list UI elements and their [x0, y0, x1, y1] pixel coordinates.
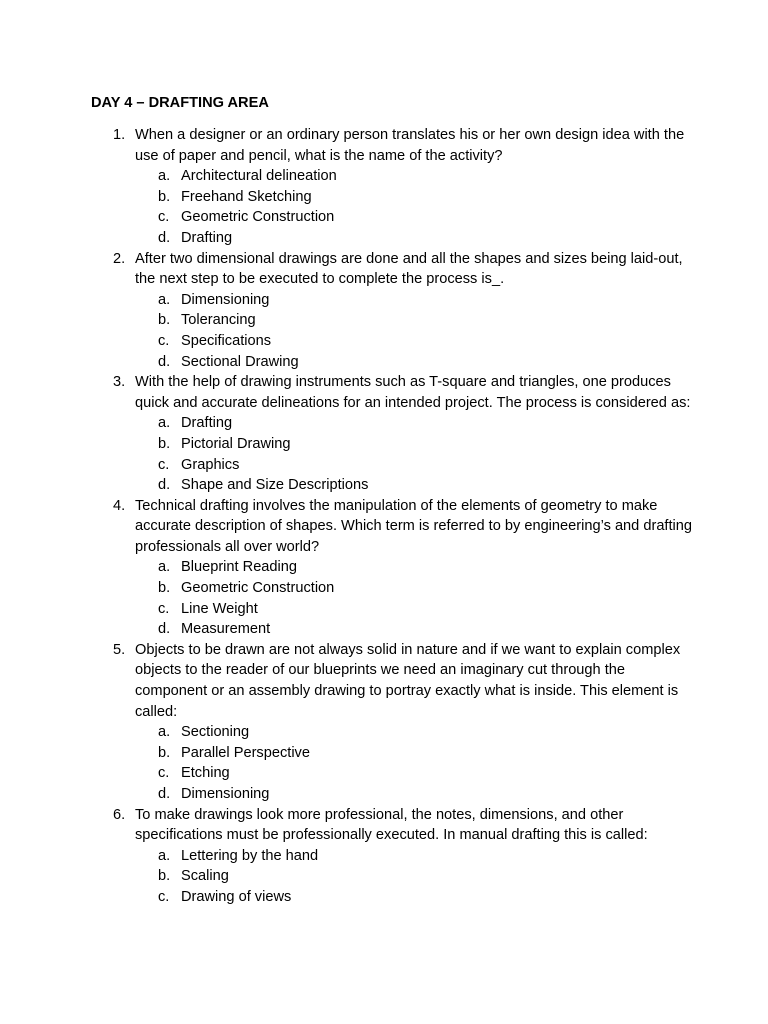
option-item [135, 722, 695, 743]
option-text: Specifications [181, 332, 272, 349]
question-item [0, 496, 695, 640]
option-item [135, 455, 695, 476]
question-item [0, 805, 695, 908]
option-item [135, 413, 695, 434]
option-letter: c. [158, 888, 170, 905]
question-item [0, 372, 695, 496]
option-item [135, 207, 695, 228]
question-text: With the help of drawing instruments such as T-square and triangles, one produces quick and accurate delineations for an intended project. The process is considered as: [135, 374, 691, 411]
option-item [135, 475, 695, 496]
option-list [135, 846, 695, 908]
option-item [135, 866, 695, 887]
option-list [135, 722, 695, 804]
option-item [135, 310, 695, 331]
option-letter: b. [158, 868, 171, 885]
option-item [135, 557, 695, 578]
option-letter: d. [158, 621, 171, 638]
option-letter: a. [158, 168, 171, 185]
option-list [135, 166, 695, 248]
option-text: Geometric Construction [181, 580, 335, 597]
option-letter: c. [158, 765, 170, 782]
option-letter: a. [158, 724, 171, 741]
option-letter: d. [158, 229, 171, 246]
option-text: Etching [181, 765, 230, 782]
option-letter: a. [158, 847, 171, 864]
option-letter: b. [158, 188, 171, 205]
question-text: To make drawings look more professional, the notes, dimensions, and other specifications must be professionally executed. In manual drafting this is called: [135, 806, 648, 844]
option-item [135, 619, 695, 640]
option-letter: c. [158, 209, 170, 226]
option-text: Sectional Drawing [181, 353, 299, 370]
question-number: 5. [113, 641, 126, 658]
question-list [0, 125, 768, 908]
option-item [135, 578, 695, 599]
option-item [135, 228, 695, 249]
option-letter: d. [158, 786, 171, 802]
option-letter: b. [158, 312, 171, 329]
option-text: Architectural delineation [181, 168, 337, 185]
question-text: After two dimensional drawings are done and all the shapes and sizes being laid-out, the next step to be executed to complete the process is_. [135, 250, 683, 288]
option-text: Tolerancing [181, 312, 256, 329]
option-letter: b. [158, 580, 171, 597]
option-item [135, 331, 695, 352]
question-number: 6. [113, 806, 126, 823]
option-letter: c. [158, 600, 170, 617]
option-text: Parallel Perspective [181, 744, 310, 761]
question-number: 2. [113, 250, 126, 267]
option-list [135, 413, 695, 495]
option-item [135, 187, 695, 208]
option-letter: a. [158, 415, 171, 432]
option-list [135, 290, 695, 372]
option-text: Pictorial Drawing [181, 435, 291, 452]
option-letter: c. [158, 332, 170, 349]
option-list [135, 557, 695, 639]
question-item [0, 125, 695, 249]
option-text: Measurement [181, 621, 271, 638]
question-number: 1. [113, 127, 126, 143]
option-letter: c. [158, 456, 170, 473]
option-letter: b. [158, 744, 171, 761]
option-text: Shape and Size Descriptions [181, 477, 369, 494]
option-letter: d. [158, 477, 171, 494]
option-text: Geometric Construction [181, 209, 335, 226]
option-letter: b. [158, 435, 171, 452]
option-text: Dimensioning [181, 291, 270, 308]
option-letter: a. [158, 291, 171, 308]
option-letter: a. [158, 559, 171, 576]
option-text: Line Weight [181, 600, 258, 617]
option-item [135, 846, 695, 867]
option-item [135, 784, 695, 805]
question-number: 3. [113, 374, 126, 391]
option-text: Drafting [181, 229, 233, 246]
option-text: Dimensioning [181, 786, 270, 802]
option-text: Freehand Sketching [181, 188, 312, 205]
option-text: Lettering by the hand [181, 847, 319, 864]
option-item [135, 763, 695, 784]
option-text: Drafting [181, 415, 233, 432]
option-item [135, 434, 695, 455]
option-text: Graphics [181, 456, 240, 473]
question-text: When a designer or an ordinary person translates his or her own design idea with the use of paper and pencil, what is the name of the activity? [135, 127, 685, 164]
option-text: Sectioning [181, 724, 250, 741]
option-item [135, 290, 695, 311]
question-text: Technical drafting involves the manipulation of the elements of geometry to make accurate description of shapes. Which term is referred to by engineering’s and drafting professionals all over world? [135, 497, 693, 555]
question-item [0, 640, 695, 805]
option-letter: d. [158, 353, 171, 370]
question-text: Objects to be drawn are not always solid in nature and if we want to explain complex objects to the reader of our blueprints we need an imaginary cut through the component or an assembly drawing to portray exactly what is inside. This element is called: [135, 641, 681, 720]
option-item [135, 166, 695, 187]
question-item [0, 249, 695, 373]
option-item [135, 352, 695, 373]
option-item [135, 887, 695, 908]
option-item [135, 599, 695, 620]
document-title: DAY 4 – DRAFTING AREA [91, 95, 269, 111]
option-text: Drawing of views [181, 888, 292, 905]
option-text: Scaling [181, 868, 229, 885]
question-number: 4. [113, 497, 126, 514]
option-text: Blueprint Reading [181, 559, 298, 576]
option-item [135, 743, 695, 764]
